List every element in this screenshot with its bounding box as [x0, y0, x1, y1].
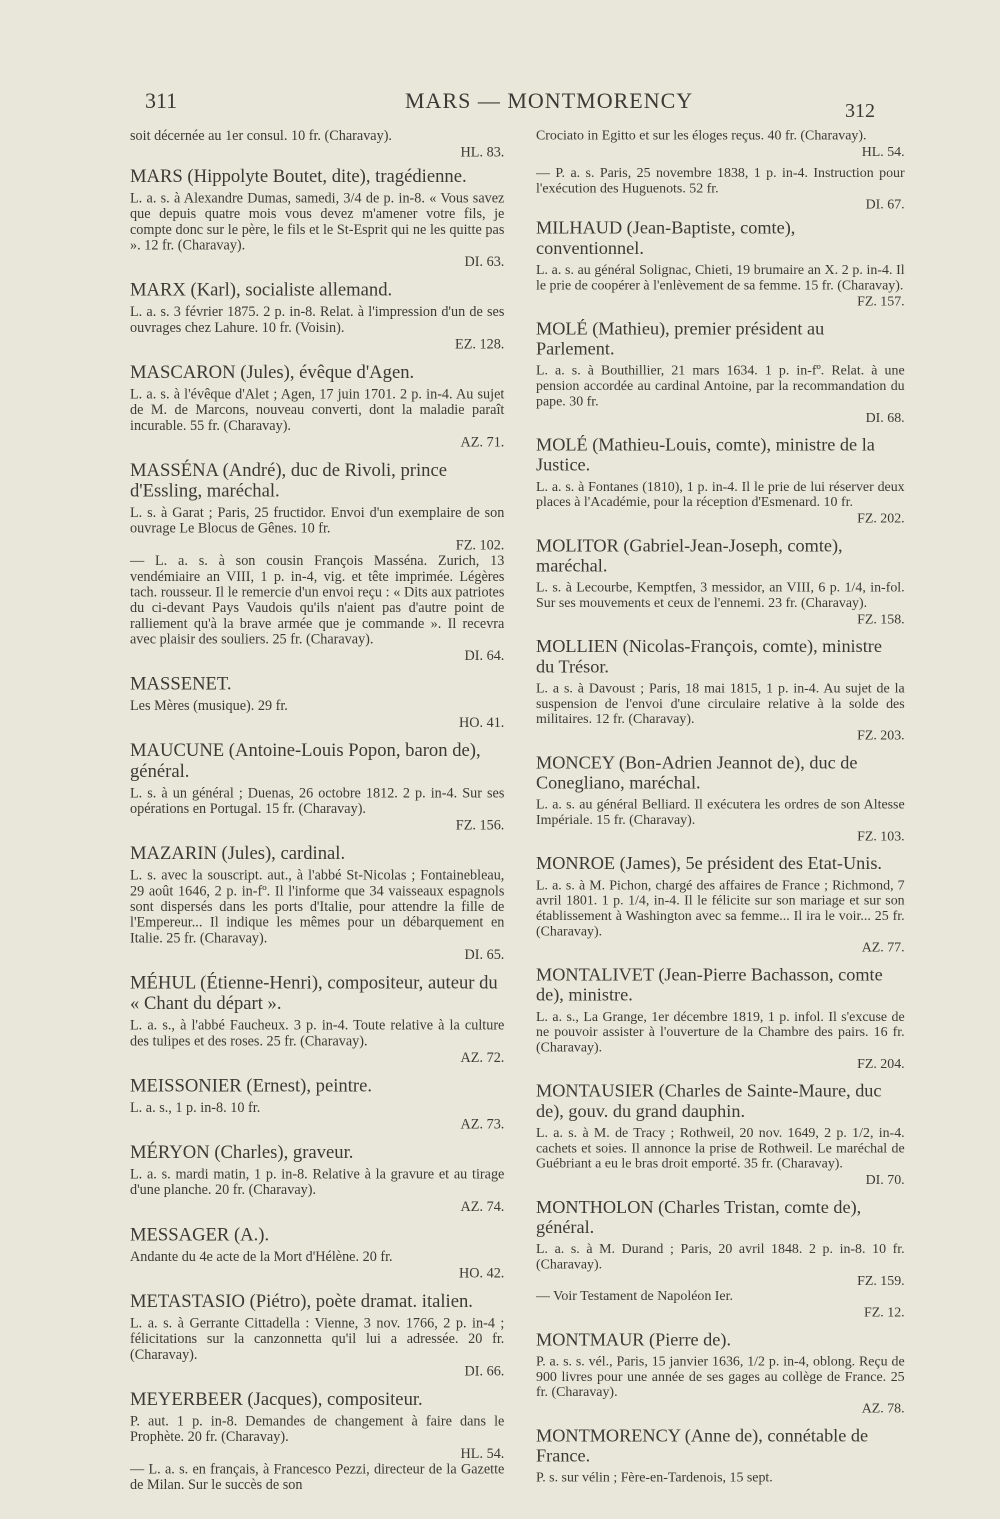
entry-heading: MÉHUL (Étienne-Henri), compositeur, auteur du « Chant du départ ».: [130, 972, 498, 1014]
entry-body: P. a. s. s. vél., Paris, 15 janvier 1636, 1/2 p. in-4, oblong. Reçu de 900 livres pour une année de ses gages au collège de France. 25 fr. (Charavay).: [536, 1353, 905, 1400]
entry-body: P. s. sur vélin ; Fère-en-Tardenois, 15 sept.: [536, 1470, 773, 1486]
catalog-ref: DI. 64.: [464, 648, 505, 665]
catalog-ref: AZ. 74.: [460, 1199, 505, 1215]
entry-description: [130, 553, 504, 664]
catalog-entry: [130, 973, 504, 1066]
continuation-body: Crociato in Egitto et sur les éloges reçus. 40 fr. (Charavay).: [536, 128, 867, 144]
catalog-entry: [130, 843, 504, 963]
entry-description: [130, 505, 504, 553]
running-title: MARS — MONTMORENCY: [405, 88, 694, 113]
catalog-entry: [130, 1291, 504, 1379]
catalog-entry: [130, 460, 504, 664]
entry-heading: MEISSONIER (Ernest), peintre.: [130, 1075, 373, 1097]
entry-description: [536, 681, 905, 743]
catalog-ref: DI. 65.: [464, 947, 505, 963]
catalog-ref: HO. 42.: [458, 1265, 505, 1282]
entry-body: L. a. s. mardi matin, 1 p. in-8. Relative à la gravure et au tirage d'une planche. 20 fr. (Charavay).: [130, 1166, 505, 1199]
entry-heading: MOLLIEN (Nicolas-François, comte), ministre du Trésor.: [536, 636, 882, 678]
catalog-ref: FZ. 204.: [857, 1056, 905, 1072]
entry-body: L. s. à Lecourbe, Kemptfen, 3 messidor, an VIII, 6 p. 1/4, in-fol. Sur ses mouvements et ceux de l'ennemi. 23 fr. (Charavay).: [536, 580, 905, 611]
entry-heading: MILHAUD (Jean-Baptiste, comte), conventionnel.: [536, 218, 796, 259]
page-number-right: 312: [845, 100, 875, 122]
entry-body: L. a. s. à Fontanes (1810), 1 p. in-4. Il le prie de lui réserver deux places à l'Académie, pour la réception d'Esmenard. 10 fr.: [536, 479, 905, 511]
entry-description: [536, 878, 905, 956]
entry-body: Les Mères (musique). 29 fr.: [130, 698, 288, 715]
entry-body: — L. a. s. à son cousin François Masséna. Zurich, 13 vendémiaire an VIII, 1 p. in-4, vig. et tête imprimée. Légères tach. rousseur. Il le remercie d'un envoi reçu : « Dits aux patriotes du ci-devant Pays Vaudois qu'ils n'aient pas d'autre point de ralliement qu'à la brave armée que je commande ». Il recevra avec plaisir des souliers. 25 fr. (Charavay).: [130, 553, 505, 648]
entry-description: [130, 1167, 504, 1215]
catalog-ref: FZ. 103.: [857, 828, 905, 845]
catalog-entry: [130, 280, 504, 353]
catalog-ref: FZ. 202.: [857, 511, 905, 527]
catalog-entry: [536, 1197, 905, 1320]
entry-body: L. a. s. 3 février 1875. 2 p. in-8. Relat. à l'impression d'un de ses ouvrages chez Lahure. 10 fr. (Voisin).: [130, 304, 505, 336]
catalog-entry: [536, 319, 905, 426]
entry-heading: MONTHOLON (Charles Tristan, comte de), général.: [536, 1197, 862, 1238]
entry-description: [130, 1414, 504, 1462]
catalog-entry: [536, 965, 905, 1072]
catalog-ref: AZ. 77.: [861, 940, 905, 956]
continuation-body: soit décernée au 1er consul. 10 fr. (Charavay).: [130, 128, 392, 144]
continuation-text-2: [536, 165, 905, 212]
catalog-entry: [536, 637, 905, 744]
entry-body: L. s. avec la souscript. aut., à l'abbé St-Nicolas ; Fontainebleau, 29 août 1646, 2 p. in-fº. Il l'informe que 34 vaisseaux espagnols sont dispersés dans les ports d'Italie, pour attendre la fille de l'Empereur... Il indique les mêmes pour un débarquement en Italie. 25 fr. (Charavay).: [130, 867, 505, 947]
entry-body: L. a. s. au général Solignac, Chieti, 19 brumaire an X. 2 p. in-4. Il le prie de coopérer à l'enlèvement de sa femme. 15 fr. (Charavay).: [536, 262, 905, 294]
catalog-ref: FZ. 158.: [857, 611, 905, 628]
entry-heading: MARS (Hippolyte Boutet, dite), tragédienne.: [130, 166, 467, 187]
catalog-ref: FZ. 102.: [455, 537, 505, 554]
entry-description: [130, 1249, 504, 1281]
catalog-entry: [130, 166, 504, 270]
catalog-entry: [130, 362, 504, 450]
entry-description: [130, 191, 504, 270]
continuation-text: [536, 128, 905, 160]
catalog-entry: [536, 435, 905, 526]
entry-body: — L. a. s. en français, à Francesco Pezzi, directeur de la Gazette de Milan. Sur le succès de son: [130, 1461, 505, 1494]
entry-body: L. a. s., à l'abbé Faucheux. 3 p. in-4. Toute relative à la culture des tulipes et des roses. 25 fr. (Charavay).: [130, 1017, 505, 1050]
entry-description: [130, 698, 504, 730]
catalog-ref: DI. 70.: [865, 1172, 905, 1188]
entry-description: [130, 1100, 504, 1132]
entry-heading: MAUCUNE (Antoine-Louis Popon, baron de), général.: [130, 740, 481, 782]
catalog-entry: [536, 218, 905, 309]
right-column: [536, 128, 905, 1495]
catalog-entry: [536, 854, 905, 956]
catalog-ref: HO. 41.: [458, 715, 505, 731]
catalog-ref: DI. 63.: [464, 254, 505, 271]
catalog-ref: FZ. 203.: [857, 728, 905, 744]
entry-description: [536, 363, 905, 425]
catalog-entry: [536, 536, 905, 627]
catalog-entry: [130, 674, 504, 731]
entry-description: [130, 304, 504, 352]
entry-heading: METASTASIO (Piétro), poète dramat. italien.: [130, 1291, 473, 1312]
catalog-ref: DI. 67.: [865, 197, 905, 213]
entry-body: L. s. à Garat ; Paris, 25 fructidor. Envoi d'un exemplaire de son ouvrage Le Blocus de Gênes. 10 fr.: [130, 505, 505, 537]
entry-body: L. a. s. à l'évêque d'Alet ; Agen, 17 juin 1701. 2 p. in-4. Au sujet de M. de Marcons, nouveau converti, dont la maladie paraît incurable. 55 fr. (Charavay).: [130, 386, 505, 434]
entry-body: L. a. s. à Gerrante Cittadella : Vienne, 3 nov. 1766, 2 p. in-4 ; félicitations sur la canzonnetta qu'il lui a adressée. 20 fr. (Charavay).: [130, 1315, 505, 1363]
entry-heading: MAZARIN (Jules), cardinal.: [130, 843, 346, 864]
entry-body: Andante du 4e acte de la Mort d'Hélène. 20 fr.: [130, 1249, 393, 1265]
entry-body: L. a. s. à M. Durand ; Paris, 20 avril 1848. 2 p. in-8. 10 fr. (Charavay).: [536, 1241, 905, 1273]
catalog-ref: FZ. 12.: [864, 1304, 905, 1321]
entry-heading: MASCARON (Jules), évêque d'Agen.: [130, 362, 415, 383]
catalog-ref: HL. 83.: [460, 144, 505, 161]
entry-body: L. a. s., 1 p. in-8. 10 fr.: [130, 1100, 261, 1116]
entry-description: [536, 1289, 905, 1321]
catalog-entry: [536, 753, 905, 844]
catalog-entry: [130, 741, 504, 834]
entry-body: L. s. à un général ; Duenas, 26 octobre 1812. 2 p. in-4. Sur ses opérations en Portugal. 15 fr. (Charavay).: [130, 785, 505, 817]
entry-description: [536, 1242, 905, 1289]
page-number-left: 311: [145, 88, 178, 113]
entry-heading: MOLITOR (Gabriel-Jean-Joseph, comte), maréchal.: [536, 536, 843, 577]
entry-heading: MONTMORENCY (Anne de), connétable de France.: [536, 1425, 869, 1467]
entry-description: [130, 1018, 504, 1066]
entry-body: L. a s. à Davoust ; Paris, 18 mai 1815, 1 p. in-4. Au sujet de la suspension de l'envoi d'une circulaire relative à la solde des militaires. 12 fr. (Charavay).: [536, 680, 905, 728]
entry-description: [536, 1009, 905, 1071]
catalog-ref: AZ. 71.: [460, 434, 505, 451]
entry-heading: MONCEY (Bon-Adrien Jeannot de), duc de Conegliano, maréchal.: [536, 752, 858, 794]
catalog-entry: [536, 1426, 905, 1486]
entry-heading: MONTMAUR (Pierre de).: [536, 1329, 732, 1351]
entry-body: L. a. s., La Grange, 1er décembre 1819, 1 p. infol. Il s'excuse de ne pouvoir assister à l'ouverture de la Chambre des pairs. 16 fr. (Charavay).: [536, 1009, 905, 1056]
catalog-ref: AZ. 72.: [460, 1050, 505, 1066]
entry-description: [130, 1462, 504, 1493]
catalog-entry: [130, 1076, 504, 1133]
catalog-ref: FZ. 157.: [857, 294, 905, 310]
catalog-ref: FZ. 156.: [455, 817, 505, 834]
entry-description: [130, 387, 504, 451]
entry-heading: MARX (Karl), socialiste allemand.: [130, 279, 393, 301]
entry-heading: MASSENET.: [130, 673, 232, 695]
catalog-entry: [536, 1330, 905, 1416]
continuation-text: [130, 128, 504, 160]
entry-heading: MÉRYON (Charles), graveur.: [130, 1142, 354, 1163]
entry-heading: MOLÉ (Mathieu-Louis, comte), ministre de la Justice.: [536, 435, 875, 476]
entry-heading: MONROE (James), 5e président des Etat-Unis.: [536, 853, 882, 874]
catalog-entry: [130, 1225, 504, 1282]
catalog-ref: DI. 68.: [865, 410, 905, 426]
catalog-entry: [536, 1081, 905, 1188]
entry-description: [130, 1316, 504, 1380]
continuation-body: — P. a. s. Paris, 25 novembre 1838, 1 p. in-4. Instruction pour l'exécution des Huguenots. 52 fr.: [536, 165, 905, 197]
entry-heading: MEYERBEER (Jacques), compositeur.: [130, 1389, 423, 1410]
running-header: [0, 84, 1000, 124]
entry-description: [536, 580, 905, 627]
entry-heading: MOLÉ (Mathieu), premier président au Parlement.: [536, 319, 825, 360]
entry-description: [130, 786, 504, 834]
entry-heading: MONTALIVET (Jean-Pierre Bachasson, comte de), ministre.: [536, 965, 883, 1006]
entry-body: L. a. s. à M. Pichon, chargé des affaires de France ; Richmond, 7 avril 1801. 1 p. 1/4, in-4. Il le félicite sur son mariage et sur son établissement à Washington avec sa femme... Il ira le voir... 25 fr. (Charavay).: [536, 877, 905, 940]
catalog-ref: AZ. 73.: [460, 1116, 505, 1133]
catalog-ref: DI. 66.: [464, 1363, 505, 1380]
entry-description: [536, 262, 905, 309]
entry-body: L. a. s. à Bouthillier, 21 mars 1634. 1 p. in-fº. Relat. à une pension accordée au cardinal Antoine, par la recommandation du pape. 30 fr.: [536, 363, 905, 410]
left-column: [130, 128, 504, 1503]
entry-body: L. a. s. à M. de Tracy ; Rothweil, 20 nov. 1649, 2 p. 1/2, in-4. cachets et soies. Il annonce la prise de Rothweil. Le maréchal de Guébriant a eu le bras droit emporté. 35 fr. (Charavay).: [536, 1125, 905, 1172]
catalog-entry: [130, 1389, 504, 1493]
entry-heading: MESSAGER (A.).: [130, 1224, 270, 1246]
entry-body: L. a. s. au général Belliard. Il exécutera les ordres de son Altesse Impériale. 15 fr. (Charavay).: [536, 797, 905, 828]
catalog-entry: [130, 1142, 504, 1215]
entry-heading: MONTAUSIER (Charles de Sainte-Maure, duc de), gouv. du grand dauphin.: [536, 1081, 882, 1122]
catalog-ref: AZ. 78.: [861, 1400, 905, 1417]
entry-heading: MASSÉNA (André), duc de Rivoli, prince d'Essling, maréchal.: [130, 460, 448, 502]
entry-body: L. a. s. à Alexandre Dumas, samedi, 3/4 de p. in-8. « Vous savez que depuis quatre mois vous devez m'amener votre fils, je compte donc sur le père, le fils et le St-Esprit qui ne les quitte pas ». 12 fr. (Charavay).: [130, 190, 505, 254]
entry-description: [536, 1125, 905, 1187]
entry-description: [536, 797, 905, 844]
catalog-ref: EZ. 128.: [455, 336, 505, 353]
entry-description: [536, 1354, 905, 1416]
catalog-ref: FZ. 159.: [857, 1273, 905, 1289]
catalog-ref: HL. 54.: [861, 144, 905, 160]
entry-body: P. aut. 1 p. in-8. Demandes de changement à faire dans le Prophète. 20 fr. (Charavay).: [130, 1413, 505, 1446]
entry-description: [536, 1470, 905, 1485]
entry-description: [536, 479, 905, 526]
entry-body: — Voir Testament de Napoléon Ier.: [536, 1288, 733, 1304]
catalog-ref: HL. 54.: [460, 1446, 505, 1462]
entry-description: [130, 868, 504, 963]
